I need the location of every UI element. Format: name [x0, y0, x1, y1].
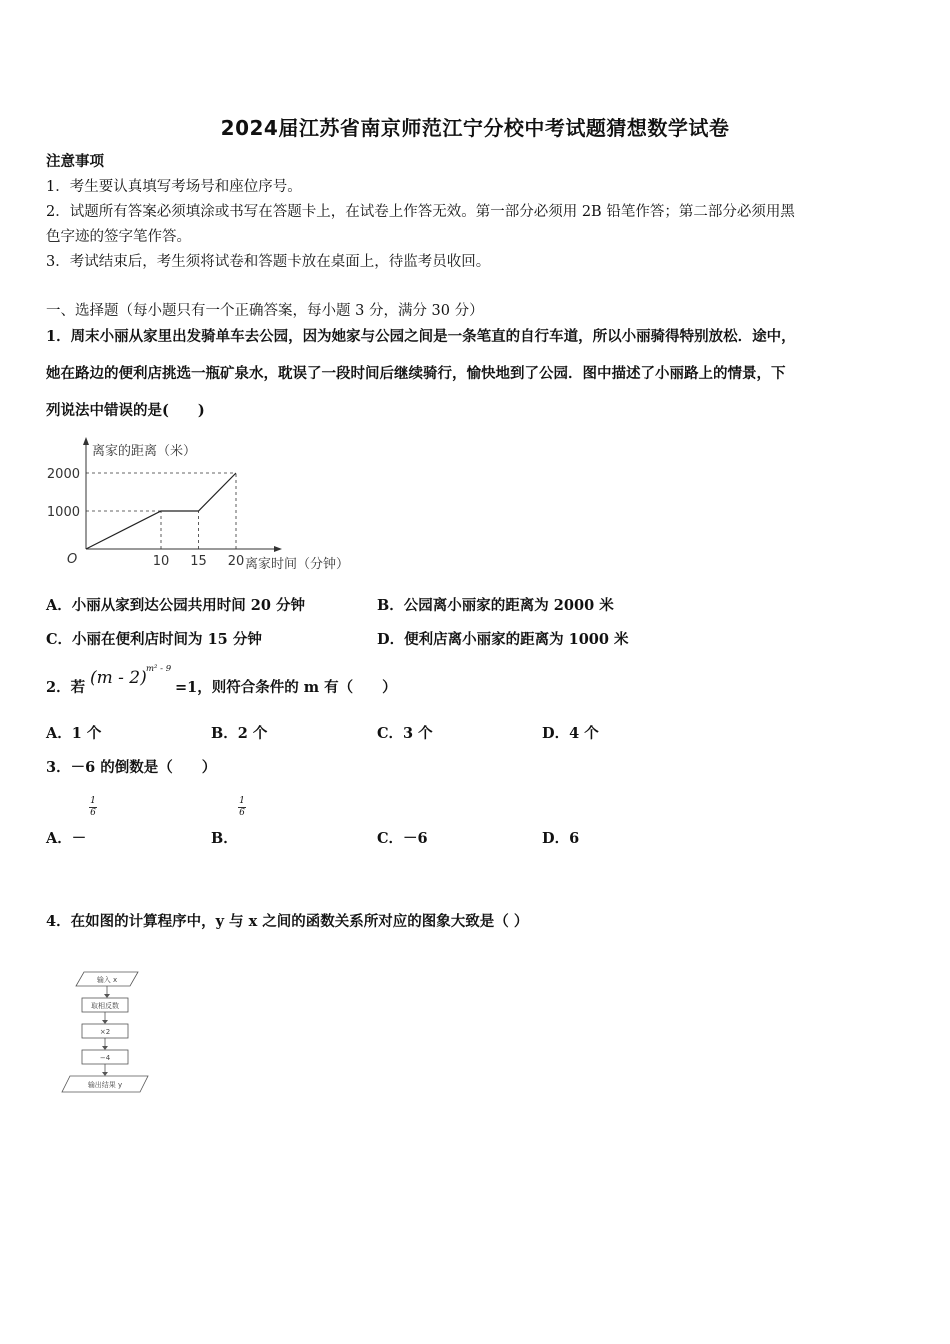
q2-option-b: B．2 个: [211, 725, 268, 742]
q2-option-a: A．1 个: [46, 725, 102, 742]
flow-step-multiply: ×2: [99, 1028, 111, 1036]
q1-option-b: B．公园离小丽家的距离为 2000 米: [377, 597, 614, 614]
flow-step-subtract: −4: [99, 1054, 111, 1062]
question-1-line: 列说法中错误的是( ): [46, 402, 205, 419]
fraction-numerator: 1: [239, 796, 245, 806]
q2-prefix: 2．若: [46, 679, 86, 696]
x-axis-label: 离家时间（分钟）: [245, 557, 350, 572]
flow-step-input: 输入 x: [96, 976, 118, 984]
fraction-denominator: 6: [90, 808, 96, 818]
x-tick-label: 15: [190, 554, 207, 569]
notice-item: 色字迹的签字笔作答。: [46, 229, 191, 245]
calculation-flowchart: [58, 968, 158, 1100]
q4-stem: 4．在如图的计算程序中，y 与 x 之间的函数关系所对应的图象大致是（ ）: [46, 913, 529, 930]
x-tick-label: 20: [227, 554, 245, 569]
q2-suffix: =1，则符合条件的 m 有（ ）: [175, 679, 397, 696]
q3-option-a-fraction: [87, 796, 99, 819]
fraction-denominator: 6: [239, 808, 245, 818]
y-tick-label: 1000: [46, 505, 80, 520]
q2-expression-base: (m - 2): [90, 668, 147, 688]
notice-item: 1．考生要认真填写考场号和座位序号。: [46, 179, 302, 195]
flow-step-negate: 取相反数: [91, 1002, 119, 1010]
notice-heading: 注意事项: [46, 153, 104, 170]
notice-item: 3．考试结束后，考生须将试卷和答题卡放在桌面上，待监考员收回。: [46, 254, 491, 270]
q3-option-d: D．6: [542, 830, 580, 847]
q3-option-a: A．－: [46, 830, 87, 847]
distance-series-line: [86, 473, 236, 549]
notice-item: 2．试题所有答案必须填涂或书写在答题卡上，在试卷上作答无效。第一部分必须用 2B 铅笔作答；第二部分必须用黑: [46, 204, 795, 220]
q2-expression-exponent: m² - 9: [146, 664, 172, 674]
page-title: 2024届江苏省南京师范江宁分校中考试题猜想数学试卷: [220, 116, 730, 140]
y-axis-arrow: [83, 437, 89, 445]
distance-time-chart: [40, 436, 385, 578]
x-tick-label: 10: [152, 554, 170, 569]
origin-label: O: [67, 552, 78, 567]
q1-option-a: A．小丽从家到达公园共用时间 20 分钟: [46, 597, 306, 614]
q3-stem: 3．－6 的倒数是（ ）: [46, 759, 217, 776]
flow-step-output: 输出结果 y: [87, 1081, 123, 1089]
section-heading: 一、选择题（每小题只有一个正确答案，每小题 3 分，满分 30 分）: [46, 303, 484, 319]
y-axis-label: 离家的距离（米）: [92, 444, 197, 459]
q2-option-c: C．3 个: [377, 725, 433, 742]
q1-option-c: C．小丽在便利店时间为 15 分钟: [46, 631, 262, 648]
question-1-line: 她在路边的便利店挑选一瓶矿泉水，耽误了一段时间后继续骑行，愉快地到了公园．图中描述了小丽路上的情景，下: [46, 365, 786, 382]
q3-option-b: B．: [211, 830, 238, 847]
question-1-line: 1．周末小丽从家里出发骑单车去公园，因为她家与公园之间是一条笔直的自行车道，所以小丽骑得特别放松．途中，: [46, 328, 796, 345]
q2-option-d: D．4 个: [542, 725, 599, 742]
q1-option-d: D．便利店离小丽家的距离为 1000 米: [377, 631, 629, 648]
q3-option-c: C．－6: [377, 830, 428, 847]
y-tick-label: 2000: [46, 467, 80, 482]
q3-option-b-fraction: [236, 796, 248, 819]
x-axis-arrow: [274, 546, 282, 552]
fraction-numerator: 1: [90, 796, 96, 806]
